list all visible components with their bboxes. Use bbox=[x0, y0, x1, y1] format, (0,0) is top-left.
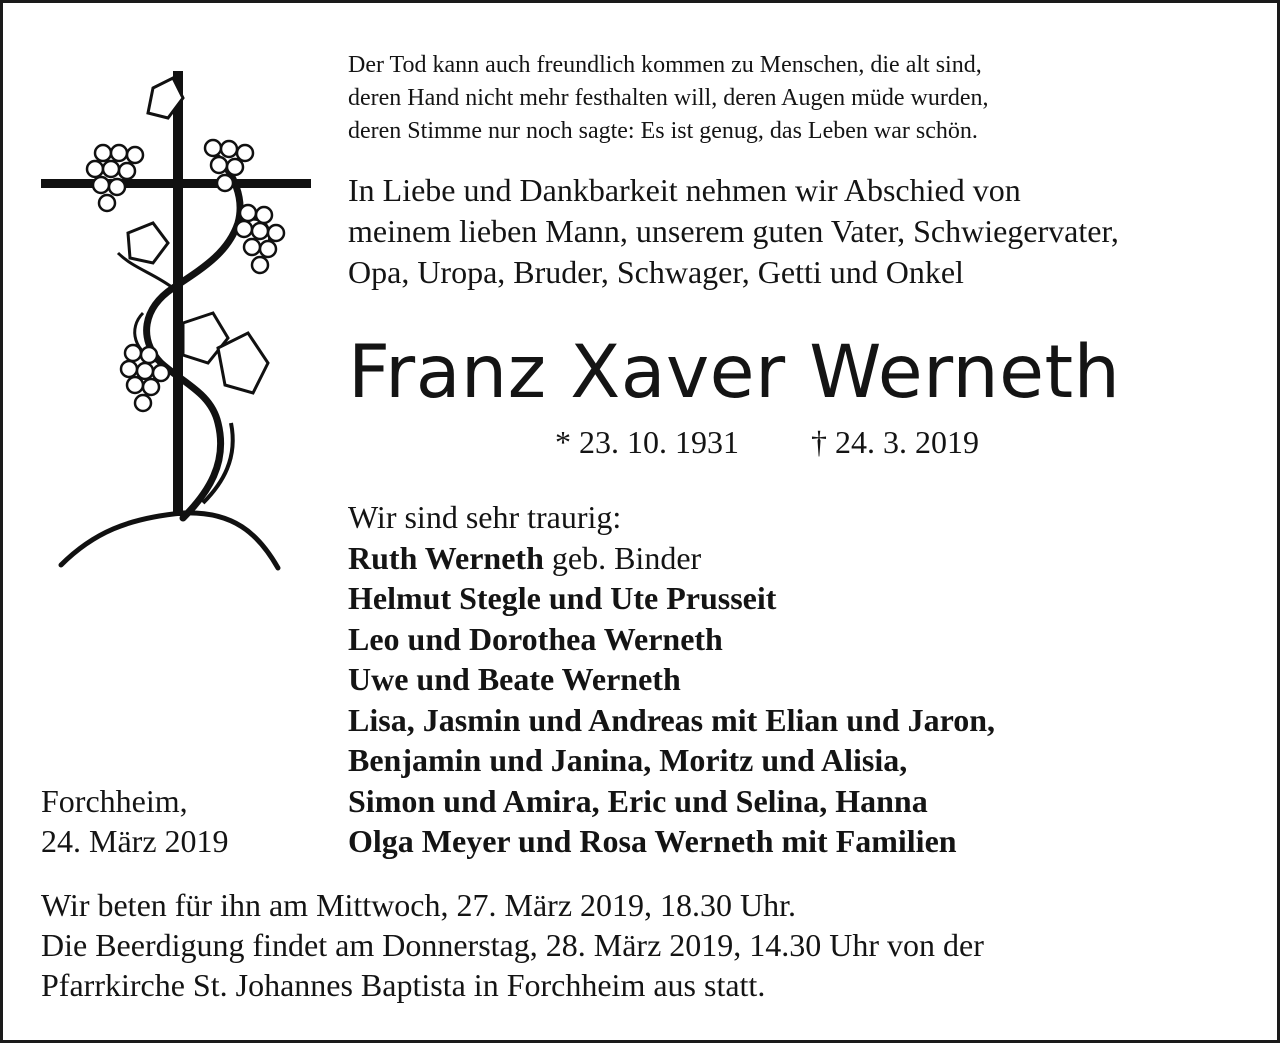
poem-line: Der Tod kann auch freundlich kommen zu Menschen, die alt sind, bbox=[348, 52, 982, 78]
spouse-line bbox=[348, 538, 1268, 579]
intro-line: Opa, Uropa, Bruder, Schwager, Getti und Onkel bbox=[348, 254, 964, 290]
mourner-line: Benjamin und Janina, Moritz und Alisia, bbox=[348, 742, 908, 778]
farewell-intro bbox=[348, 170, 1248, 293]
spouse-name: Ruth Werneth bbox=[348, 539, 544, 576]
mourners-list bbox=[348, 497, 1268, 862]
service-line: Pfarrkirche St. Johannes Baptista in Forchheim aus statt. bbox=[41, 967, 766, 1003]
poem-line: deren Stimme nur noch sagte: Es ist genug, das Leben war schön. bbox=[348, 118, 978, 144]
mourner-line: Olga Meyer und Rosa Werneth mit Familien bbox=[348, 823, 957, 859]
cross-with-grapevine-icon bbox=[33, 63, 323, 583]
intro-line: In Liebe und Dankbarkeit nehmen wir Abschied von bbox=[348, 172, 1021, 208]
mourners-heading: Wir sind sehr traurig: bbox=[348, 499, 622, 535]
poem-line: deren Hand nicht mehr festhalten will, deren Augen müde wurden, bbox=[348, 85, 989, 111]
mourner-line: Uwe und Beate Werneth bbox=[348, 661, 681, 697]
service-line: Die Beerdigung findet am Donnerstag, 28. März 2019, 14.30 Uhr von der bbox=[41, 927, 984, 963]
mourner-line: Simon und Amira, Eric und Selina, Hanna bbox=[348, 782, 928, 819]
mourner-line: Lisa, Jasmin und Andreas mit Elian und Jaron, bbox=[348, 701, 996, 738]
deceased-name: Franz Xaver Werneth bbox=[348, 330, 1121, 415]
service-line: Wir beten für ihn am Mittwoch, 27. März 2019, 18.30 Uhr. bbox=[41, 887, 797, 923]
intro-line: meinem lieben Mann, unserem guten Vater, Schwiegervater, bbox=[348, 213, 1119, 249]
place-date: 24. März 2019 bbox=[41, 823, 229, 859]
poem-verse bbox=[348, 49, 1248, 148]
mourner-line: Helmut Stegle und Ute Prusseit bbox=[348, 580, 777, 616]
birth-date: * 23. 10. 1931 bbox=[555, 424, 739, 460]
place-and-date bbox=[41, 781, 229, 861]
service-information bbox=[41, 885, 1261, 1005]
spouse-maiden-name: geb. Binder bbox=[543, 539, 702, 576]
death-date: † 24. 3. 2019 bbox=[811, 424, 979, 460]
mourner-line: Leo und Dorothea Werneth bbox=[348, 620, 723, 657]
place-city: Forchheim, bbox=[41, 783, 188, 819]
